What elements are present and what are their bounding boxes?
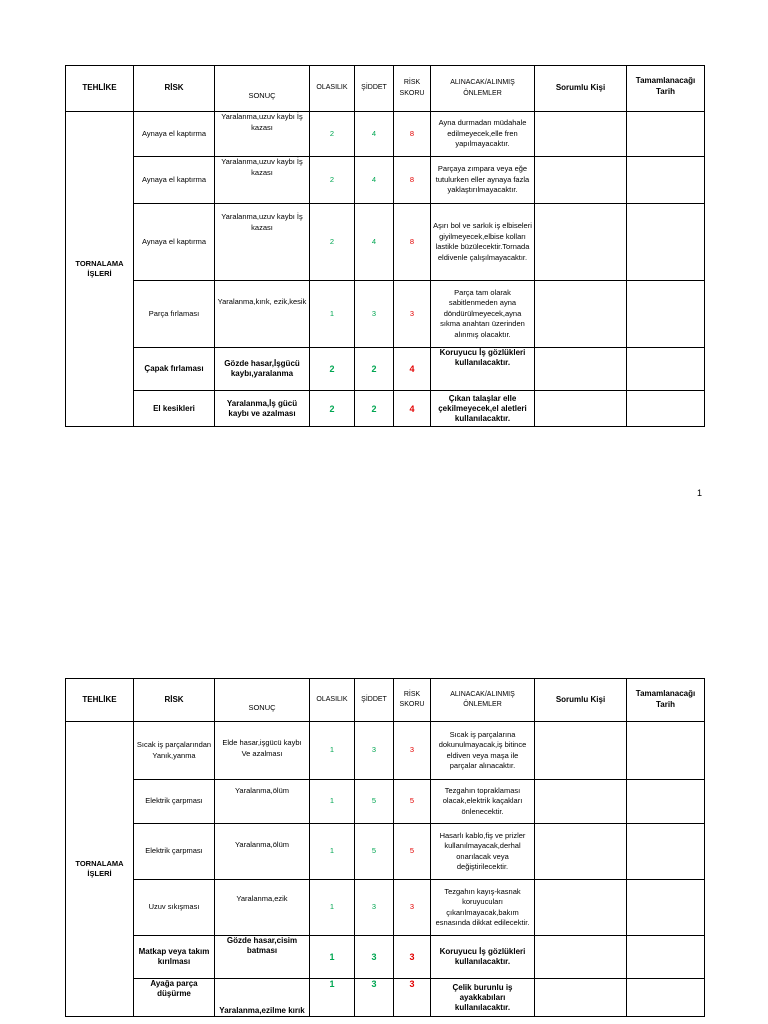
table-row (66, 348, 705, 391)
severity-cell: 4 (355, 157, 394, 204)
table-row (66, 112, 705, 157)
probability-cell: 1 (310, 722, 355, 780)
table-row (66, 979, 705, 1017)
responsible-cell (535, 936, 627, 979)
header-siddet: ŞİDDET (355, 66, 394, 112)
probability-cell: 1 (310, 824, 355, 880)
header-risk-skoru: RİSK SKORU (394, 679, 431, 722)
risk-score-cell: 4 (394, 391, 431, 427)
probability-cell: 2 (310, 204, 355, 281)
due-date-cell (627, 391, 705, 427)
due-date-cell (627, 281, 705, 348)
header-risk: RİSK (134, 66, 215, 112)
risk-score-cell: 3 (394, 936, 431, 979)
consequence-cell: Yaralanma,ölüm (215, 824, 310, 880)
risk-score-cell: 8 (394, 204, 431, 281)
measures-cell: Aşırı bol ve sarkık iş elbiseleri giyilmeyecek,elbise kolları lastikle büzülecektir.Tornada eldivenle çalışılmayacaktır. (431, 204, 535, 281)
responsible-cell (535, 157, 627, 204)
consequence-cell: Gözde hasar,İşgücü kaybı,yaralanma (215, 348, 310, 391)
risk-score-cell: 4 (394, 348, 431, 391)
risk-table-1 (65, 65, 705, 427)
measures-cell: Sıcak iş parçalarına dokunulmayacak,iş bitince eldiven veya maşa ile parçalar alınacaktır. (431, 722, 535, 780)
risk-cell: Aynaya el kaptırma (134, 112, 215, 157)
header-tehlike: TEHLİKE (66, 679, 134, 722)
due-date-cell (627, 348, 705, 391)
header-onlemler: ALINACAK/ALINMIŞ ÖNLEMLER (431, 66, 535, 112)
header-risk: RİSK (134, 679, 215, 722)
risk-cell: Çapak fırlaması (134, 348, 215, 391)
due-date-cell (627, 824, 705, 880)
measures-cell: Tezgahın kayış-kasnak koruyucuları çıkarılmayacak,bakım esnasında dikkat edilecektir. (431, 880, 535, 936)
table-row (66, 722, 705, 780)
measures-cell: Parça tam olarak sabitlenmeden ayna döndürülmeyecek,ayna sıkma anahtarı üzerinden alınmış olacaktır. (431, 281, 535, 348)
risk-score-cell: 3 (394, 979, 431, 1017)
measures-cell: Koruyucu İş gözlükleri kullanılacaktır. (431, 936, 535, 979)
header-siddet: ŞİDDET (355, 679, 394, 722)
responsible-cell (535, 979, 627, 1017)
risk-cell: Elektrik çarpması (134, 780, 215, 824)
responsible-cell (535, 348, 627, 391)
table-header-row (66, 679, 705, 722)
severity-cell: 3 (355, 722, 394, 780)
header-tehlike: TEHLİKE (66, 66, 134, 112)
due-date-cell (627, 880, 705, 936)
header-sorumlu: Sorumlu Kişi (535, 66, 627, 112)
header-tarih: Tamamlanacağı Tarih (627, 679, 705, 722)
risk-score-cell: 3 (394, 722, 431, 780)
severity-cell: 5 (355, 780, 394, 824)
header-sonuc: SONUÇ (215, 679, 310, 722)
table-row (66, 780, 705, 824)
due-date-cell (627, 979, 705, 1017)
measures-cell: Çelik burunlu iş ayakkabıları kullanılacaktır. (431, 979, 535, 1017)
probability-cell: 2 (310, 348, 355, 391)
probability-cell: 1 (310, 880, 355, 936)
table-row (66, 824, 705, 880)
due-date-cell (627, 204, 705, 281)
header-onlemler: ALINACAK/ALINMIŞ ÖNLEMLER (431, 679, 535, 722)
consequence-cell: Yaralanma,ezilme kırık (215, 979, 310, 1017)
severity-cell: 2 (355, 391, 394, 427)
risk-cell: Ayağa parça düşürme (134, 979, 215, 1017)
probability-cell: 2 (310, 391, 355, 427)
risk-table-2 (65, 678, 705, 1017)
hazard-category: TORNALAMA İŞLERİ (66, 722, 134, 1017)
responsible-cell (535, 824, 627, 880)
header-sonuc: SONUÇ (215, 66, 310, 112)
due-date-cell (627, 936, 705, 979)
severity-cell: 2 (355, 348, 394, 391)
risk-score-cell: 8 (394, 112, 431, 157)
responsible-cell (535, 722, 627, 780)
severity-cell: 3 (355, 281, 394, 348)
due-date-cell (627, 157, 705, 204)
measures-cell: Ayna durmadan müdahale edilmeyecek,elle fren yapılmayacaktır. (431, 112, 535, 157)
severity-cell: 4 (355, 112, 394, 157)
table-row (66, 880, 705, 936)
header-olasilik: OLASILIK (310, 66, 355, 112)
risk-score-cell: 3 (394, 281, 431, 348)
header-risk-skoru: RİSK SKORU (394, 66, 431, 112)
responsible-cell (535, 112, 627, 157)
measures-cell: Hasarlı kablo,fiş ve prizler kullanılmayacak,derhal onarılacak veya değiştirilecektir. (431, 824, 535, 880)
risk-cell: Sıcak iş parçalarından Yanık,yanma (134, 722, 215, 780)
responsible-cell (535, 281, 627, 348)
measures-cell: Parçaya zımpara veya eğe tutulurken eller aynaya fazla yaklaştırılmayacaktır. (431, 157, 535, 204)
due-date-cell (627, 722, 705, 780)
due-date-cell (627, 780, 705, 824)
table-row (66, 936, 705, 979)
measures-cell: Tezgahın topraklaması olacak,elektrik kaçakları önlenecektir. (431, 780, 535, 824)
consequence-cell: Yaralanma,uzuv kaybı İş kazası (215, 204, 310, 281)
due-date-cell (627, 112, 705, 157)
consequence-cell: Yaralanma,uzuv kaybı İş kazası (215, 157, 310, 204)
responsible-cell (535, 391, 627, 427)
probability-cell: 1 (310, 936, 355, 979)
hazard-category: TORNALAMA İŞLERİ (66, 112, 134, 427)
measures-cell: Çıkan talaşlar elle çekilmeyecek,el aletleri kullanılacaktır. (431, 391, 535, 427)
risk-score-cell: 5 (394, 824, 431, 880)
responsible-cell (535, 880, 627, 936)
table-row (66, 391, 705, 427)
risk-cell: Aynaya el kaptırma (134, 204, 215, 281)
probability-cell: 2 (310, 157, 355, 204)
consequence-cell: Yaralanma,ölüm (215, 780, 310, 824)
consequence-cell: Yaralanma,kırık, ezik,kesik (215, 281, 310, 348)
severity-cell: 3 (355, 936, 394, 979)
table-row (66, 281, 705, 348)
risk-score-cell: 8 (394, 157, 431, 204)
table-row (66, 204, 705, 281)
risk-cell: Parça fırlaması (134, 281, 215, 348)
page-number: 1 (697, 488, 703, 498)
header-tarih: Tamamlanacağı Tarih (627, 66, 705, 112)
severity-cell: 3 (355, 979, 394, 1017)
risk-cell: Aynaya el kaptırma (134, 157, 215, 204)
risk-cell: Elektrik çarpması (134, 824, 215, 880)
severity-cell: 4 (355, 204, 394, 281)
probability-cell: 1 (310, 979, 355, 1017)
responsible-cell (535, 204, 627, 281)
severity-cell: 5 (355, 824, 394, 880)
consequence-cell: Gözde hasar,cisim batması (215, 936, 310, 979)
header-olasilik: OLASILIK (310, 679, 355, 722)
table-header-row (66, 66, 705, 112)
consequence-cell: Yaralanma,uzuv kaybı İş kazası (215, 112, 310, 157)
measures-cell: Koruyucu İş gözlükleri kullanılacaktır. (431, 348, 535, 391)
header-sorumlu: Sorumlu Kişi (535, 679, 627, 722)
severity-cell: 3 (355, 880, 394, 936)
responsible-cell (535, 780, 627, 824)
consequence-cell: Yaralanma,İş gücü kaybı ve azalması (215, 391, 310, 427)
probability-cell: 2 (310, 112, 355, 157)
table-row (66, 157, 705, 204)
risk-score-cell: 3 (394, 880, 431, 936)
risk-cell: Uzuv sıkışması (134, 880, 215, 936)
probability-cell: 1 (310, 281, 355, 348)
risk-cell: El kesikleri (134, 391, 215, 427)
consequence-cell: Elde hasar,işgücü kaybı Ve azalması (215, 722, 310, 780)
risk-score-cell: 5 (394, 780, 431, 824)
risk-cell: Matkap veya takım kırılması (134, 936, 215, 979)
consequence-cell: Yaralanma,ezik (215, 880, 310, 936)
probability-cell: 1 (310, 780, 355, 824)
